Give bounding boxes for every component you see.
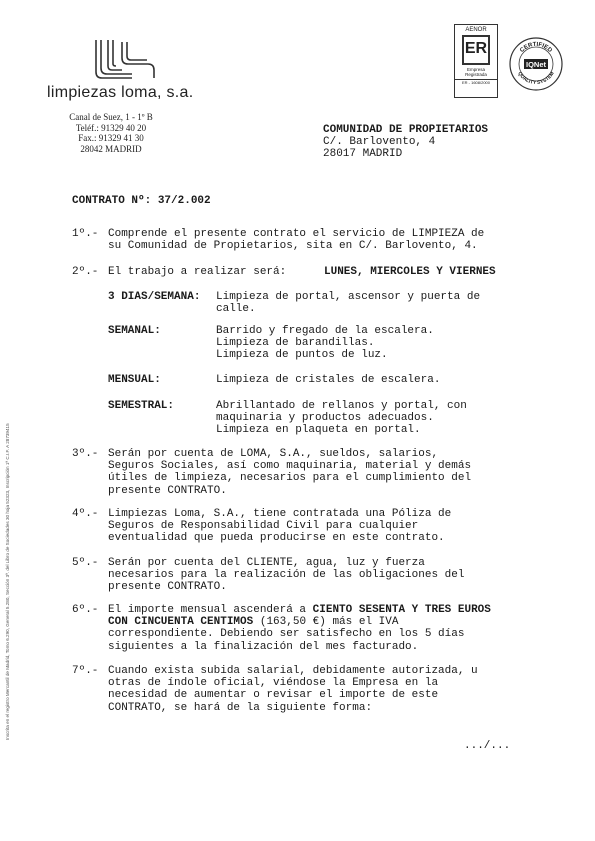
recipient-name: COMUNIDAD DE PROPIETARIOS (323, 124, 489, 136)
aenor-certification-badge (454, 24, 498, 98)
registry-note: Inscrita en el registro Mercantil de Madrid, Tomo 6.290, General 5.280, Sección 3ª. del Libro de Sociedades 30 hoja 52323, Inscripción 1ª C.I.F. A 28739415 (5, 423, 10, 740)
iqnet-label: IQNet (525, 60, 547, 69)
work-days: LUNES, MIERCOLES Y VIERNES (324, 266, 496, 278)
address-line: Canal de Suez, 1 - 1º B (69, 112, 153, 122)
schedule-label: 3 DIAS/SEMANA: (108, 291, 201, 303)
clause-number: 1º.- (72, 228, 99, 240)
company-name: limpiezas loma, s.a. (47, 84, 194, 101)
iqnet-top-text: CERTIFIED (519, 41, 553, 54)
clause-2-text: El trabajo a realizar será: (108, 266, 287, 278)
aenor-caption: Empresa Registrada (465, 67, 487, 77)
continuation-mark: .../... (464, 740, 511, 752)
fax-line: Fax.: 91329 41 30 (78, 133, 144, 143)
aenor-code: ER - 1608/2000 (455, 79, 497, 85)
recipient-address (323, 124, 488, 160)
iqnet-bottom-text: QUALITY SYSTEM (516, 70, 556, 87)
schedule-tasks: Barrido y fregado de la escalera. Limpieza de barandillas. Limpieza de puntos de luz. (216, 325, 434, 362)
iqnet-seal-icon (508, 36, 564, 92)
aenor-er-icon: ER (462, 35, 490, 65)
clause-number: 7º.- (72, 665, 99, 677)
clause-number: 5º.- (72, 557, 99, 569)
clause-1-text: Comprende el presente contrato el servicio de LIMPIEZA de su Comunidad de Propietarios, sita en C/. Barlovento, 4. (108, 228, 485, 253)
recipient-street: C/. Barlovento, 4 (323, 136, 436, 148)
schedule-label: SEMESTRAL: (108, 400, 175, 412)
city-line: 28042 MADRID (80, 143, 142, 154)
contract-number: CONTRATO Nº: 37/2.002 (72, 195, 211, 207)
aenor-header: AENOR (465, 27, 487, 33)
clause-number: 6º.- (72, 604, 99, 616)
clause-6-text: El importe mensual ascenderá a CIENTO SESENTA Y TRES EUROS CON CINCUENTA CENTIMOS (163,50 €) más el IVA correspondiente. Debiendo ser satisfecho en los 5 días siguientes a la finalización del mes facturado. (108, 604, 491, 653)
clause-5-text: Serán por cuenta del CLIENTE, agua, luz y fuerza necesarios para la realización de las obligaciones del presente CONTRATO. (108, 557, 465, 594)
company-address (56, 112, 166, 154)
clause-4-text: Limpiezas Loma, S.A., tiene contratada una Póliza de Seguros de Responsabilidad Civil para cualquier eventualidad que pueda producirse en este contrato. (108, 508, 452, 545)
amount-words-cont: CON CINCUENTA CENTIMOS (108, 616, 254, 629)
clause-number: 2º.- (72, 266, 99, 278)
schedule-label: SEMANAL: (108, 325, 161, 337)
clause-3-text: Serán por cuenta de LOMA, S.A., sueldos, salarios, Seguros Sociales, así como maquinaria, material y demás útiles de limpieza, necesarios para el cumplimiento del presente CONTRATO. (108, 448, 472, 497)
schedule-label: MENSUAL: (108, 374, 161, 386)
phone-line: Teléf.: 91329 40 20 (75, 122, 147, 133)
amount-figure: (163,50 €) más el IVA (259, 616, 399, 629)
amount-words: CIENTO SESENTA Y TRES EUROS (312, 604, 491, 616)
schedule-tasks: Limpieza de cristales de escalera. (216, 374, 441, 386)
clause-number: 4º.- (72, 508, 99, 520)
clause-7-text: Cuando exista subida salarial, debidamente autorizada, u otras de índole oficial, viéndose la Empresa en la necesidad de aumentar o revisar el importe de este CONTRATO, se hará de la siguiente forma: (108, 665, 478, 714)
clause-number: 3º.- (72, 448, 99, 460)
company-logo-icon (92, 38, 156, 82)
schedule-tasks: Abrillantado de rellanos y portal, con maquinaria y productos adecuados. Limpieza en plaqueta en portal. (216, 400, 467, 437)
recipient-city: 28017 MADRID (323, 148, 403, 160)
schedule-tasks: Limpieza de portal, ascensor y puerta de calle. (216, 291, 481, 316)
